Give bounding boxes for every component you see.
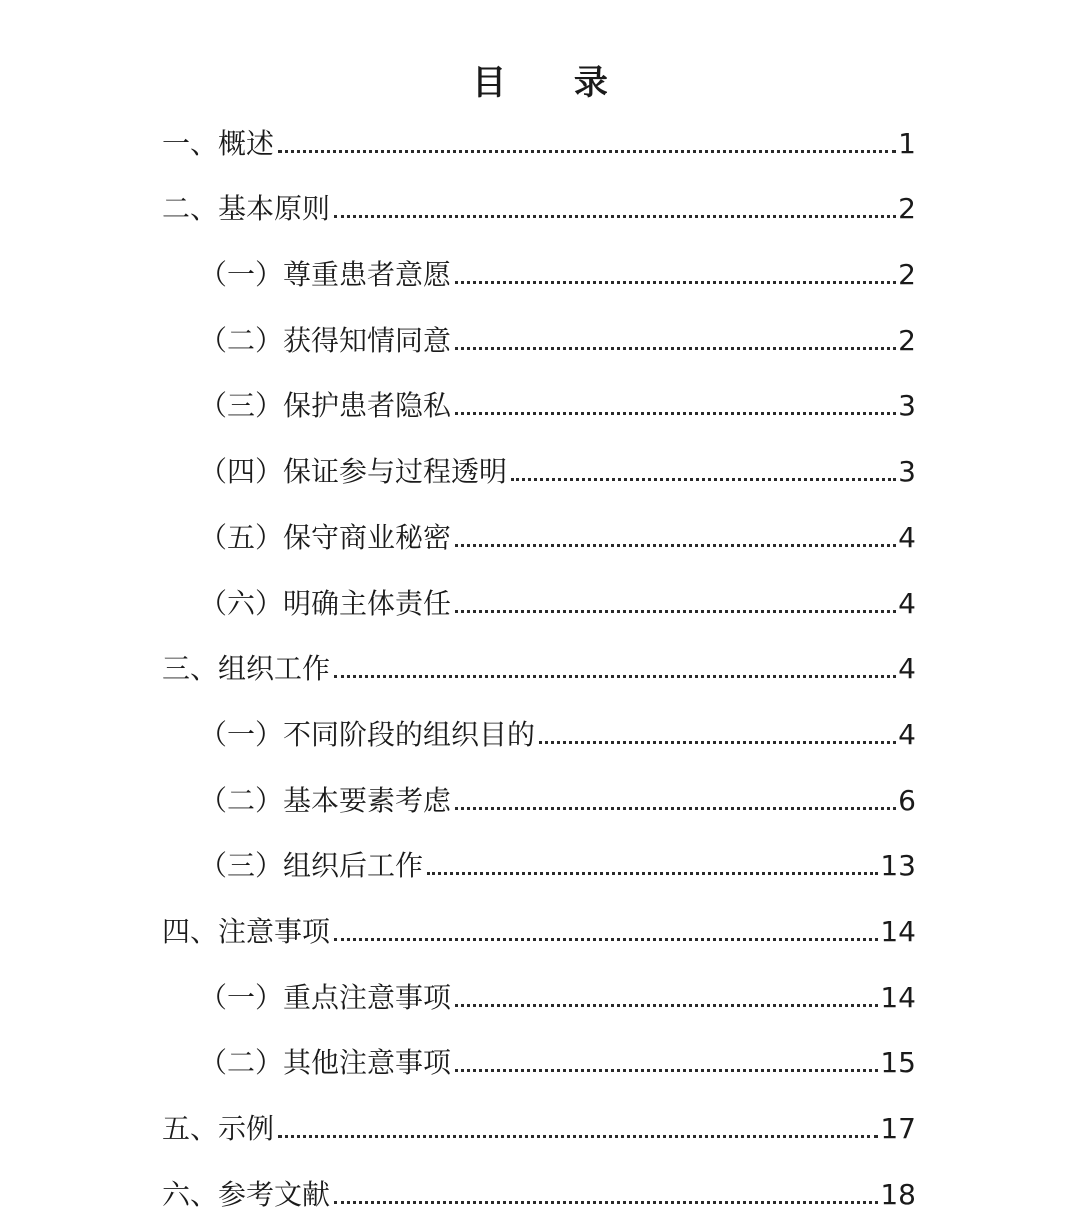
toc-entry-label: （一）不同阶段的组织目的 [199,717,536,751]
toc-entry[interactable] [162,1093,916,1159]
toc-dot-leader [455,1069,878,1072]
toc-entry-page-number: 3 [898,455,916,489]
toc-entry-page-number: 6 [898,783,916,817]
toc-entry-label: （三）组织后工作 [199,849,424,883]
toc-entry[interactable] [162,634,916,700]
toc-entry[interactable] [162,1028,916,1094]
toc-dot-leader [427,872,878,875]
toc-entry[interactable] [162,108,916,174]
toc-dot-leader [455,412,896,415]
toc-dot-leader [334,675,896,678]
toc-dot-leader [334,215,896,218]
toc-entry-page-number: 18 [880,1177,916,1211]
toc-entry[interactable] [162,239,916,305]
toc-title: 目 录 [472,63,636,103]
toc-entry[interactable] [162,962,916,1028]
toc-entry-label: 二、基本原则 [162,192,331,226]
toc-entry-page-number: 14 [880,914,916,948]
toc-dot-leader [455,544,896,547]
toc-entry-page-number: 4 [898,717,916,751]
toc-entry[interactable] [162,896,916,962]
toc-dot-leader [455,347,896,350]
toc-dot-leader [455,281,896,284]
toc-entry-label: 六、参考文献 [162,1177,331,1211]
toc-entry-page-number: 13 [880,849,916,883]
toc-dot-leader [455,1004,878,1007]
toc-entry-label: （六）明确主体责任 [199,586,452,620]
toc-entry-page-number: 1 [898,126,916,160]
table-of-contents [162,108,916,1225]
toc-entry-page-number: 15 [880,1046,916,1080]
toc-entry-label: （三）保护患者隐私 [199,389,452,423]
toc-entry-page-number: 4 [898,520,916,554]
toc-dot-leader [511,478,896,481]
toc-entry-label: 四、注意事项 [162,914,331,948]
toc-entry[interactable] [162,305,916,371]
toc-dot-leader [334,1201,878,1204]
toc-dot-leader [539,741,896,744]
toc-entry-page-number: 17 [880,1112,916,1145]
toc-dot-leader [278,1135,878,1138]
toc-entry-page-number: 2 [898,258,916,292]
toc-entry-label: 一、概述 [162,126,275,160]
toc-dot-leader [455,610,896,613]
toc-entry-page-number: 2 [898,192,916,226]
toc-entry-page-number: 4 [898,586,916,620]
toc-dot-leader [278,150,896,153]
toc-entry[interactable] [162,502,916,568]
toc-entry[interactable] [162,765,916,831]
toc-entry-page-number: 14 [880,980,916,1014]
toc-entry[interactable] [162,831,916,897]
toc-entry-label: （一）尊重患者意愿 [199,258,452,292]
toc-entry[interactable] [162,174,916,240]
toc-entry-label: （二）获得知情同意 [199,323,452,357]
toc-entry-label: （一）重点注意事项 [199,980,452,1014]
toc-entry[interactable] [162,699,916,765]
toc-entry-page-number: 4 [898,652,916,686]
toc-entry-label: （四）保证参与过程透明 [199,455,508,489]
toc-entry-label: 五、示例 [162,1112,275,1145]
toc-dot-leader [455,807,896,810]
toc-entry[interactable] [162,568,916,634]
toc-entry-label: 三、组织工作 [162,652,331,686]
toc-entry-page-number: 2 [898,323,916,357]
toc-entry[interactable] [162,371,916,437]
toc-entry-label: （二）基本要素考虑 [199,783,452,817]
toc-entry-page-number: 3 [898,389,916,423]
toc-entry[interactable] [162,436,916,502]
toc-dot-leader [334,938,878,941]
toc-entry-label: （五）保守商业秘密 [199,520,452,554]
toc-entry-label: （二）其他注意事项 [199,1046,452,1080]
